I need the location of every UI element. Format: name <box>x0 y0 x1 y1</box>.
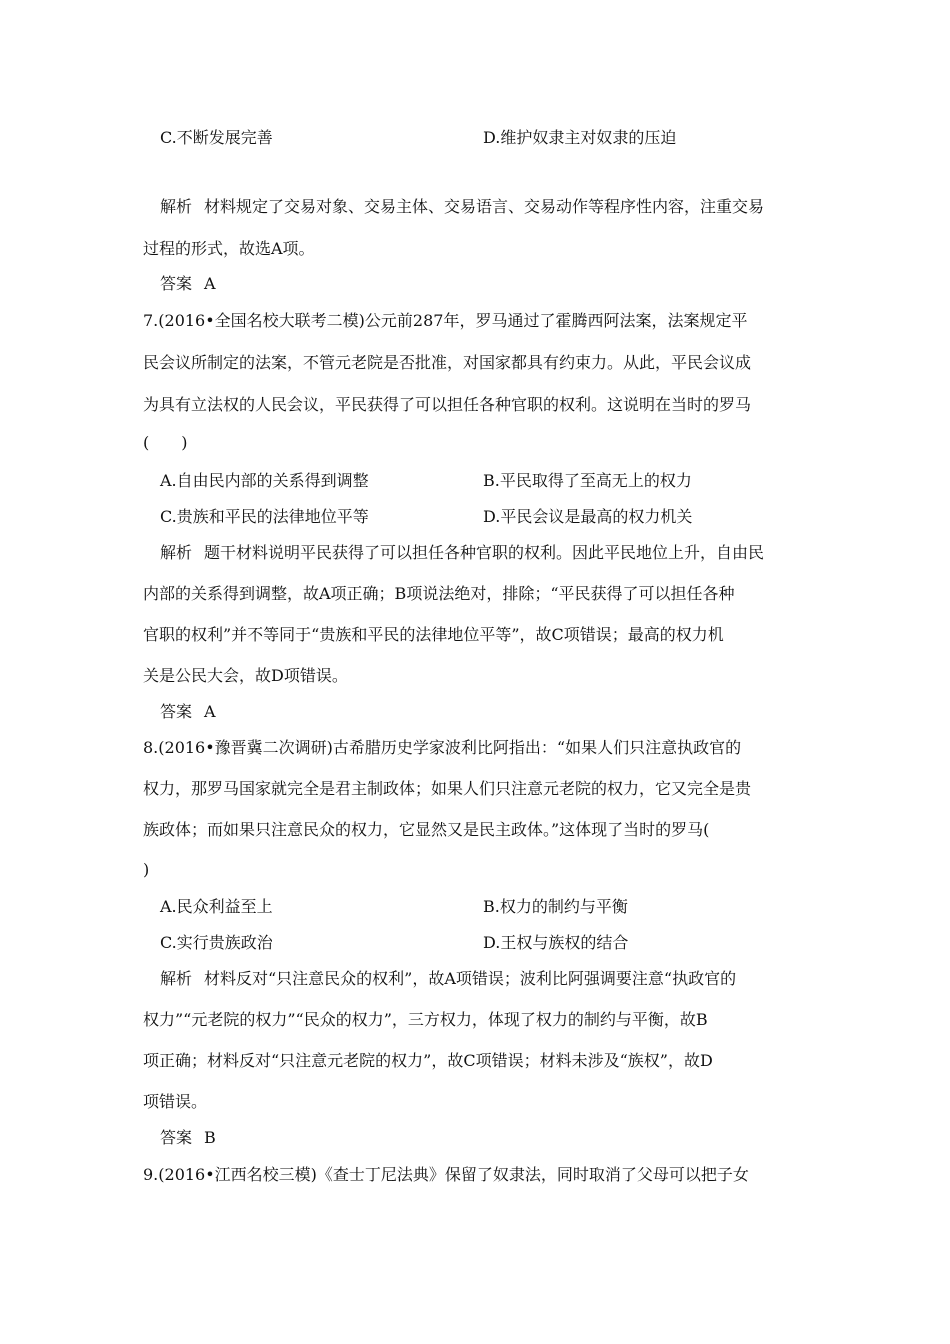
q7-answer-value: A <box>204 702 216 721</box>
q7-answer <box>160 701 216 723</box>
q8-analysis-line-4: 项错误。 <box>143 1092 208 1111</box>
q7-analysis-line-3: 官职的权利”并不等同于“贵族和平民的法律地位平等”，故C项错误；最高的权力机 <box>143 625 724 644</box>
q8-stem-line-2: 权力，那罗马国家就完全是君主制政体；如果人们只注意元老院的权力，它又完全是贵 <box>143 779 752 798</box>
q8-stem-line-1: 8.(2016•豫晋冀二次调研)古希腊历史学家波利比阿指出：“如果人们只注意执政官的 <box>143 738 742 757</box>
q6-option-d: D.维护奴隶主对奴隶的压迫 <box>483 128 677 147</box>
q6-analysis-label: 解析 <box>160 197 193 216</box>
q7-stem-line-1: 7.(2016•全国名校大联考二模)公元前287年，罗马通过了霍腾西阿法案，法案规定平 <box>143 311 748 330</box>
q7-stem-line-4: ( ) <box>143 433 188 452</box>
q8-answer-value: B <box>204 1128 216 1147</box>
q7-analysis-line-4: 关是公民大会，故D项错误。 <box>143 666 348 685</box>
q6-answer <box>160 273 216 295</box>
q8-analysis-line-2: 权力”“元老院的权力”“民众的权力”，三方权力，体现了权力的制约与平衡，故B <box>143 1010 708 1029</box>
q8-option-b: B.权力的制约与平衡 <box>483 897 628 916</box>
q8-answer-label: 答案 <box>160 1128 193 1147</box>
q7-option-a: A.自由民内部的关系得到调整 <box>160 471 369 490</box>
q7-stem-line-2: 民会议所制定的法案，不管元老院是否批准，对国家都具有约束力。从此，平民会议成 <box>143 353 752 372</box>
q8-answer <box>160 1127 216 1149</box>
q9-stem-line-1: 9.(2016•江西名校三模)《查士丁尼法典》保留了奴隶法，同时取消了父母可以把子女 <box>143 1165 749 1184</box>
q7-analysis-line-2: 内部的关系得到调整，故A项正确；B项说法绝对，排除；“平民获得了可以担任各种 <box>143 584 735 603</box>
q6-analysis-line-2: 过程的形式，故选A项。 <box>143 239 315 258</box>
q7-option-c: C.贵族和平民的法律地位平等 <box>160 507 369 526</box>
q7-stem-line-3: 为具有立法权的人民会议，平民获得了可以担任各种官职的权利。这说明在当时的罗马 <box>143 395 752 414</box>
q8-stem-line-3: 族政体；而如果只注意民众的权力，它显然又是民主政体。”这体现了当时的罗马( <box>143 820 710 839</box>
q8-option-d: D.王权与族权的结合 <box>483 933 629 952</box>
q7-analysis-label: 解析 <box>160 543 193 562</box>
q8-option-c: C.实行贵族政治 <box>160 933 273 952</box>
q6-answer-label: 答案 <box>160 274 193 293</box>
q7-option-b: B.平民取得了至高无上的权力 <box>483 471 692 490</box>
q6-option-c: C.不断发展完善 <box>160 128 273 147</box>
q8-option-a: A.民众利益至上 <box>160 897 273 916</box>
q7-answer-label: 答案 <box>160 702 193 721</box>
q7-option-d: D.平民会议是最高的权力机关 <box>483 507 693 526</box>
q8-analysis-line-3: 项正确；材料反对“只注意元老院的权力”，故C项错误；材料未涉及“族权”，故D <box>143 1051 713 1070</box>
q8-stem-line-4: ) <box>143 860 150 879</box>
q8-analysis-line-1: 解析 材料反对“只注意民众的权利”，故A项错误；波利比阿强调要注意“执政官的 <box>160 969 737 988</box>
q7-analysis-line-1: 解析 题干材料说明平民获得了可以担任各种官职的权利。因此平民地位上升，自由民 <box>160 543 765 562</box>
q6-answer-value: A <box>204 274 216 293</box>
q6-analysis-line-1: 解析 材料规定了交易对象、交易主体、交易语言、交易动作等程序性内容，注重交易 <box>160 197 765 216</box>
q8-analysis-label: 解析 <box>160 969 193 988</box>
